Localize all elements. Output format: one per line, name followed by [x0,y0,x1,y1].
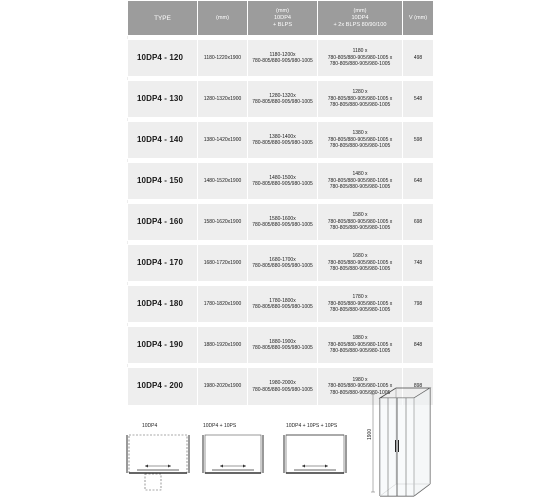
cell-type: 10DP4 - 130 [128,81,198,118]
table-row [128,327,434,364]
header-dim-blps: (mm) 10DP4 + BLPS [248,1,318,36]
cell-type: 10DP4 - 200 [128,368,198,406]
table-row [128,245,434,282]
cell-dim: 1680-1720x1900 [198,245,248,282]
cell-blps: 1880-1900x 780-805/880-905/980-1005 [248,327,318,364]
diagram-label-3: 10DP4 + 10PS + 10PS [286,423,338,429]
diagram-label-1: 10DP4 [142,423,158,429]
cell-blps: 1780-1800x 780-805/880-905/980-1005 [248,286,318,323]
cell-2blps: 1280 x 780-805/880-905/980-1005 x 780-805/880-905/980-1005 [318,81,403,118]
cell-volume: 848 [403,327,434,364]
cell-2blps: 1880 x 780-805/880-905/980-1005 x 780-805/880-905/980-1005 [318,327,403,364]
cell-volume: 698 [403,204,434,241]
table-row [128,163,434,200]
header-dim: (mm) [198,1,248,36]
cell-2blps: 1780 x 780-805/880-905/980-1005 x 780-805/880-905/980-1005 [318,286,403,323]
cell-volume: 548 [403,81,434,118]
cell-type: 10DP4 - 120 [128,40,198,77]
cell-volume: 598 [403,122,434,159]
cell-dim: 1580-1620x1900 [198,204,248,241]
spec-table [127,0,434,406]
cell-dim: 1780-1820x1900 [198,286,248,323]
header-type: TYPE [128,1,198,36]
diagram-label-2: 10DP4 + 10PS [203,423,237,429]
cell-dim: 1280-1320x1900 [198,81,248,118]
height-dimension-label: 1900 [367,428,373,440]
cell-blps: 1680-1700x 780-805/880-905/980-1005 [248,245,318,282]
cell-type: 10DP4 - 140 [128,122,198,159]
plan-diagram-10dp4 [125,430,195,500]
cell-dim: 1380-1420x1900 [198,122,248,159]
cell-volume: 898 [403,368,434,406]
cell-2blps: 1480 x 780-805/880-905/980-1005 x 780-805/880-905/980-1005 [318,163,403,200]
cell-dim: 1180-1220x1900 [198,40,248,77]
cell-volume: 498 [403,40,434,77]
cell-type: 10DP4 - 160 [128,204,198,241]
plan-diagram-10dp4-10ps-10ps [280,430,355,480]
header-volume: V (mm) [403,1,434,36]
cell-blps: 1480-1500x 780-805/880-905/980-1005 [248,163,318,200]
cell-volume: 648 [403,163,434,200]
cell-2blps: 1380 x 780-805/880-905/980-1005 x 780-805/880-905/980-1005 [318,122,403,159]
cell-blps: 1280-1320x 780-805/880-905/980-1005 [248,81,318,118]
cell-2blps: 1980 x 780-805/880-905/980-1005 x 780-805/880-905/980-1005 [318,368,403,406]
cell-2blps: 1180 x 780-805/880-905/980-1005 x 780-805/880-905/980-1005 [318,40,403,77]
table-row [128,40,434,77]
cell-blps: 1380-1400x 780-805/880-905/980-1005 [248,122,318,159]
table-row [128,81,434,118]
cell-2blps: 1580 x 780-805/880-905/980-1005 x 780-805/880-905/980-1005 [318,204,403,241]
cell-type: 10DP4 - 150 [128,163,198,200]
cell-dim: 1480-1520x1900 [198,163,248,200]
enclosure-3d-drawing [370,384,440,502]
table-row [128,286,434,323]
cell-blps: 1180-1200x 780-805/880-905/980-1005 [248,40,318,77]
cell-type: 10DP4 - 190 [128,327,198,364]
table-row [128,122,434,159]
table-header-row [128,1,434,36]
header-dim-2blps: (mm) 10DP4 + 2x BLPS 80/90/100 [318,1,403,36]
cell-dim: 1880-1920x1900 [198,327,248,364]
cell-volume: 748 [403,245,434,282]
cell-blps: 1580-1600x 780-805/880-905/980-1005 [248,204,318,241]
cell-type: 10DP4 - 180 [128,286,198,323]
cell-blps: 1980-2000x 780-805/880-905/980-1005 [248,368,318,406]
cell-volume: 798 [403,286,434,323]
plan-diagram-10dp4-10ps [200,430,270,480]
table-row [128,204,434,241]
table-body [128,36,434,406]
cell-2blps: 1680 x 780-805/880-905/980-1005 x 780-805/880-905/980-1005 [318,245,403,282]
cell-dim: 1980-2020x1900 [198,368,248,406]
cell-type: 10DP4 - 170 [128,245,198,282]
